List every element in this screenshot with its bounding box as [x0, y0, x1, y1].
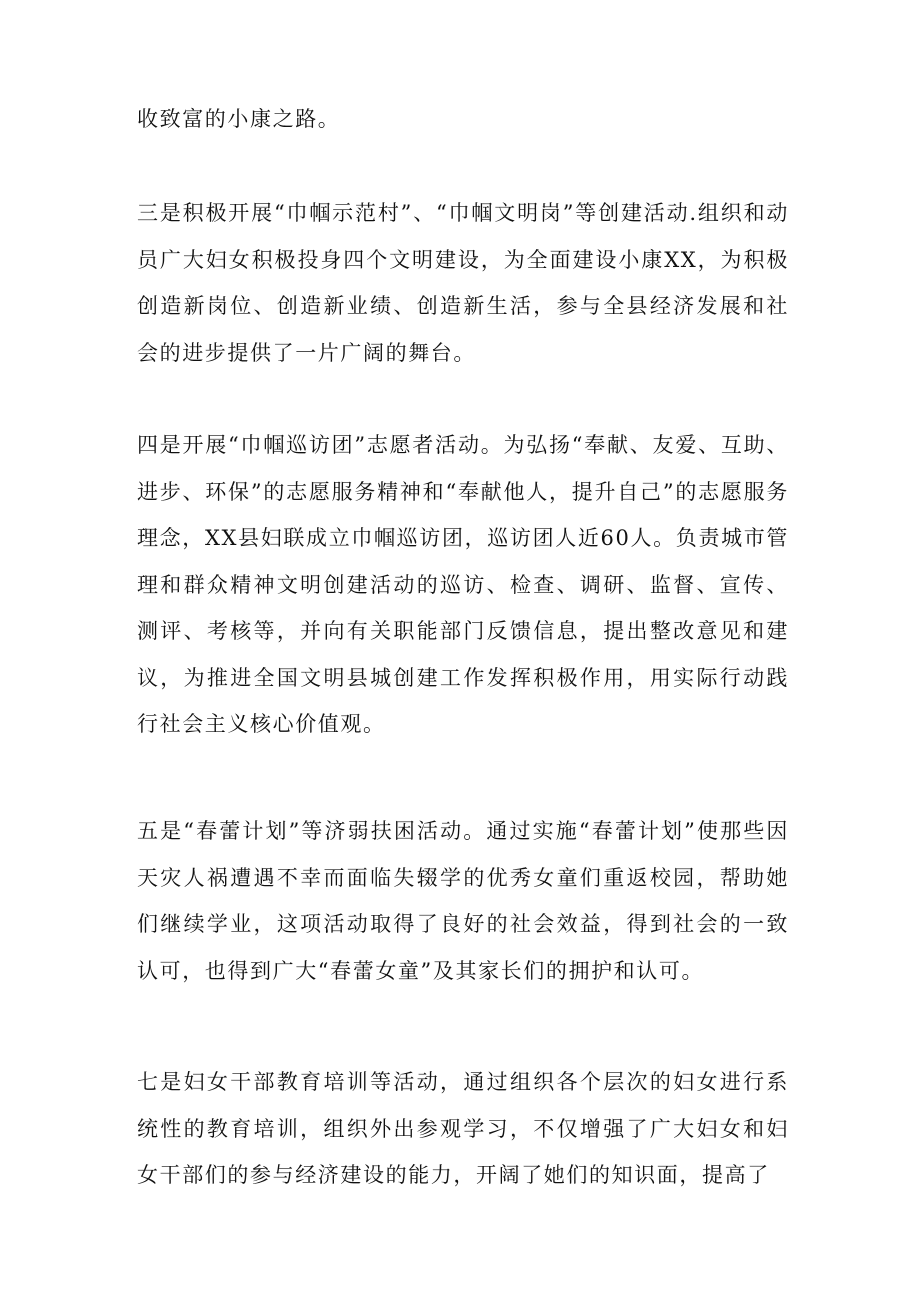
paragraph-item-seven: 七是妇女干部教育培训等活动，通过组织各个层次的妇女进行系统性的教育培训，组织外出参观学习，不仅增强了广大妇女和妇女干部们的参与经济建设的能力，开阔了她们的知识面，提高了 [137, 1070, 789, 1187]
paragraph-item-four: 四是开展“巾帼巡访团”志愿者活动。为弘扬“奉献、友爱、互助、进步、环保”的志愿服务精神和“奉献他人，提升自己”的志愿服务理念，XX县妇联成立巾帼巡访团，巡访团人近60人。负责城市管理和群众精神文明创建活动的巡访、检查、调研、监督、宣传、测评、考核等，并向有关职能部门反馈信息，提出整改意见和建议，为推进全国文明县城创建工作发挥积极作用，用实际行动践行社会主义核心价值观。 [137, 433, 789, 736]
paragraph-item-five: 五是“春蕾计划”等济弱扶困活动。通过实施“春蕾计划”使那些因天灾人祸遭遇不幸而面临失辍学的优秀女童们重返校园，帮助她们继续学业，这项活动取得了良好的社会效益，得到社会的一致认可，也得到广大“春蕾女童”及其家长们的拥护和认可。 [137, 819, 789, 983]
paragraph-continuation: 收致富的小康之路。 [137, 107, 341, 131]
paragraph-item-three: 三是积极开展“巾帼示范村”、“巾帼文明岗”等创建活动.组织和动员广大妇女积极投身四个文明建设，为全面建设小康XX，为积极创造新岗位、创造新业绩、创造新生活，参与全县经济发展和社会的进步提供了一片广阔的舞台。 [137, 201, 789, 365]
